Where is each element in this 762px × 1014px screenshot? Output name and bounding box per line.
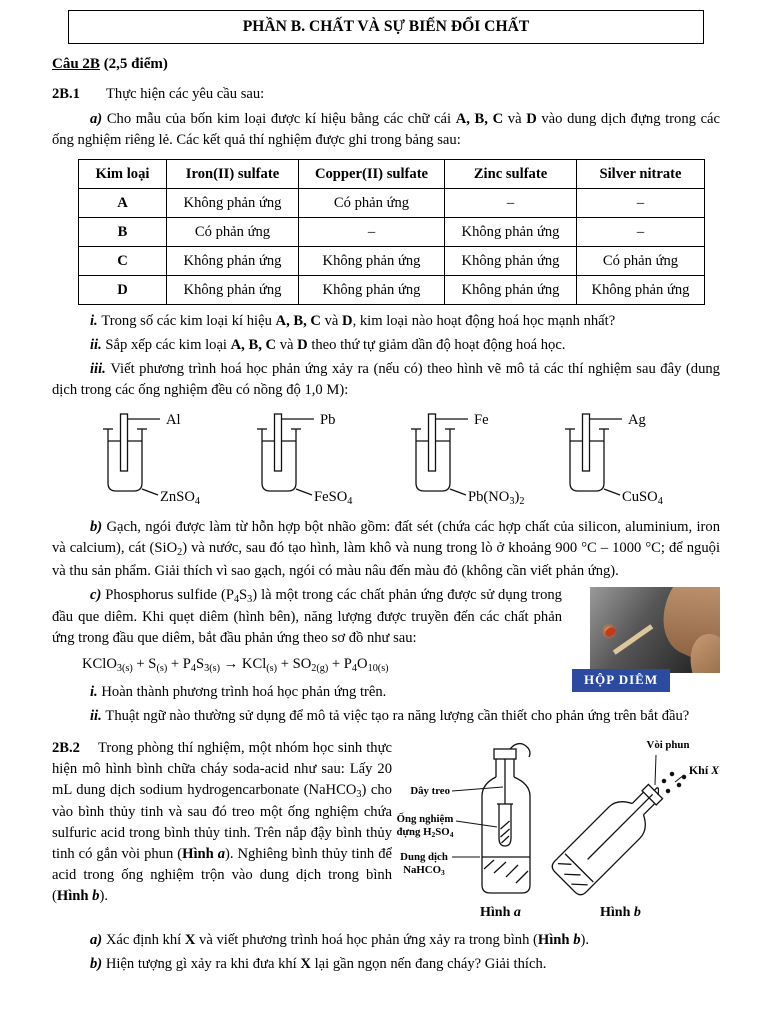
table-cell: Không phản ứng — [167, 276, 299, 305]
table-cell: Không phản ứng — [167, 247, 299, 276]
table-header-row — [79, 160, 705, 189]
label-voi-phun: Vòi phun — [646, 738, 690, 751]
table-cell: – — [577, 189, 705, 218]
header-cell: Silver nitrate — [577, 160, 705, 189]
metal-label: Al — [166, 412, 181, 429]
beaker-icon — [90, 409, 160, 505]
caption-hinh-b: Hình b — [600, 904, 641, 920]
metal-label: Pb — [320, 412, 336, 429]
q2b1-part-c-item-ii: ii. Thuật ngữ nào thường sử dụng để mô tả việc tạo ra năng lượng cần thiết cho phản ứng trên bắt đầu? — [90, 707, 690, 724]
q2b1-item-iii: iii. Viết phương trình hoá học phản ứng xảy ra (nếu có) theo hình vẽ mô tả các thí nghiệm sau đây (dung dịch trong các ống nghiệm đều có nồng độ 1,0 M): — [52, 361, 720, 399]
q2b1-part-c-item-i: i. Hoàn thành phương trình hoá học phản ứng trên. — [90, 683, 387, 700]
tube-figure-fe-pbno3 — [398, 409, 528, 507]
q2b1-part-c-text: c) Phosphorus sulfide (P4S3) là một trong các chất phản ứng được sử dụng trong đầu que diêm. Khi quẹt diêm (hình bên), năng lượng được truyền đến các chất phản ứng trong đầu que diêm, bắt đầu phản ứng theo sơ đồ như sau: — [52, 586, 562, 647]
table-cell: A — [79, 189, 167, 218]
section-title: PHẦN B. CHẤT VÀ SỰ BIẾN ĐỔI CHẤT — [242, 18, 530, 35]
header-cell: Zinc sulfate — [445, 160, 577, 189]
tube-figure-al-znso4 — [90, 409, 220, 507]
header-cell: Iron(II) sulfate — [167, 160, 299, 189]
table-row — [79, 276, 705, 305]
table-row — [79, 218, 705, 247]
matchstick-icon — [613, 624, 654, 654]
table-cell: D — [79, 276, 167, 305]
solution-label: CuSO4 — [622, 489, 663, 507]
solution-label: FeSO4 — [314, 489, 353, 507]
table-cell: Không phản ứng — [167, 189, 299, 218]
table-row — [79, 247, 705, 276]
table-cell: – — [445, 189, 577, 218]
label-khi-x: Khí X — [688, 762, 720, 777]
q2b1-intro: Thực hiện các yêu cầu sau: — [105, 86, 265, 103]
table-cell: B — [79, 218, 167, 247]
solution-label: Pb(NO3)2 — [468, 489, 525, 507]
caption-hinh-a: Hình a — [480, 904, 521, 920]
beaker-icon — [552, 409, 622, 505]
table-cell: C — [79, 247, 167, 276]
flask-diagram-a — [458, 741, 553, 901]
header-cell: Copper(II) sulfate — [299, 160, 445, 189]
test-tube-figures-row — [52, 409, 720, 507]
label-ong-nghiem-h2so4: Ống nghiệm đựng H2SO4 — [396, 812, 454, 840]
tube-figure-ag-cuso4 — [552, 409, 682, 507]
q2b2-part-a-text: a) Xác định khí X và viết phương trình hoá học phản ứng xảy ra trong bình (Hình b). — [90, 931, 590, 948]
q2b1-heading — [52, 84, 720, 105]
beaker-icon — [398, 409, 468, 505]
metal-label: Ag — [628, 412, 646, 429]
table-cell: Không phản ứng — [577, 276, 705, 305]
q2b2-part-b-text: b) Hiện tượng gì xảy ra khi đưa khí X lại gần ngọn nến đang cháy? Giải thích. — [90, 955, 547, 972]
table-cell: – — [577, 218, 705, 247]
q2b1-part-c-block — [52, 585, 720, 727]
reaction-equation: KClO3(s) + S(s) + P4S3(s) → KCl(s) + SO2(g) + P4O10(s) — [82, 656, 389, 675]
section-header-box — [68, 10, 704, 44]
q2b1-item-ii: ii. Sắp xếp các kim loại A, B, C và D theo thứ tự giảm dần độ hoạt động hoá học. — [90, 337, 566, 354]
q2b2-block — [52, 735, 720, 927]
table-cell: – — [299, 218, 445, 247]
q2b1-number: 2B.1 — [52, 86, 80, 103]
q2b2-body: Trong phòng thí nghiệm, một nhóm học sinh thực hiện mô hình bình chữa cháy soda-acid như sau: Lấy 20 mL dung dịch sodium hydrogencarbonate (NaHCO3) cho vào bình thủy tinh và sau đó treo một ống nghiệm chứa sulfuric acid trong bình thủy tinh. Trên nắp đậy bình thủy tinh có gắn vòi phun (Hình a). Nghiêng bình thủy tinh để acid trong ống nghiệm trộn vào dung dịch trong bình (Hình b). — [52, 739, 392, 905]
q2b1-item-i: i. Trong số các kim loại kí hiệu A, B, C và D, kim loại nào hoạt động hoá học mạnh nhất? — [90, 313, 616, 330]
table-cell: Có phản ứng — [167, 218, 299, 247]
matchbox-label: HỘP DIÊM — [572, 669, 670, 693]
extinguisher-figures — [394, 735, 720, 927]
q2b1-part-a-text: a) Cho mẫu của bốn kim loại được kí hiệu bằng các chữ cái A, B, C và D vào dung dịch đựng trong các ống nghiệm riêng lẻ. Các kết quả thí nghiệm được ghi trong bảng sau: — [52, 111, 721, 149]
match-figure — [572, 587, 720, 693]
beaker-icon — [244, 409, 314, 505]
metal-reaction-table — [78, 159, 705, 305]
flask-diagram-b — [546, 738, 706, 911]
question-2b-points: (2,5 điểm) — [99, 56, 168, 73]
question-2b-heading — [52, 54, 720, 76]
question-2b-label: Câu 2B — [52, 56, 100, 73]
q2b2-number: 2B.2 — [52, 739, 80, 756]
header-cell: Kim loại — [79, 160, 167, 189]
table-row — [79, 189, 705, 218]
label-dung-dich-nahco3: Dung dịch NaHCO3 — [400, 850, 448, 878]
table-cell: Không phản ứng — [445, 247, 577, 276]
table-cell: Không phản ứng — [445, 276, 577, 305]
match-photo-image — [590, 587, 720, 673]
table-cell: Không phản ứng — [445, 218, 577, 247]
table-cell: Không phản ứng — [299, 247, 445, 276]
q2b1-part-b-text: b) Gạch, ngói được làm từ hỗn hợp bột nhão gồm: đất sét (chứa các hợp chất của silicon, aluminium, iron và calcium), cát (SiO2) và nước, sau đó tạo hình, làm khô và nung trong lò ở khoảng 900 °C – 1000 °C; để nguội và thu sản phẩm. Giải thích vì sao gạch, ngói có màu nâu đến màu đỏ (không cần viết phản ứng). — [52, 519, 720, 579]
metal-label: Fe — [474, 412, 489, 429]
table-cell: Không phản ứng — [299, 276, 445, 305]
table-cell: Có phản ứng — [299, 189, 445, 218]
tube-figure-pb-feso4 — [244, 409, 374, 507]
solution-label: ZnSO4 — [160, 489, 200, 507]
label-day-treo: Dây treo — [410, 784, 450, 797]
table-cell: Có phản ứng — [577, 247, 705, 276]
q2b2-text — [52, 738, 392, 924]
